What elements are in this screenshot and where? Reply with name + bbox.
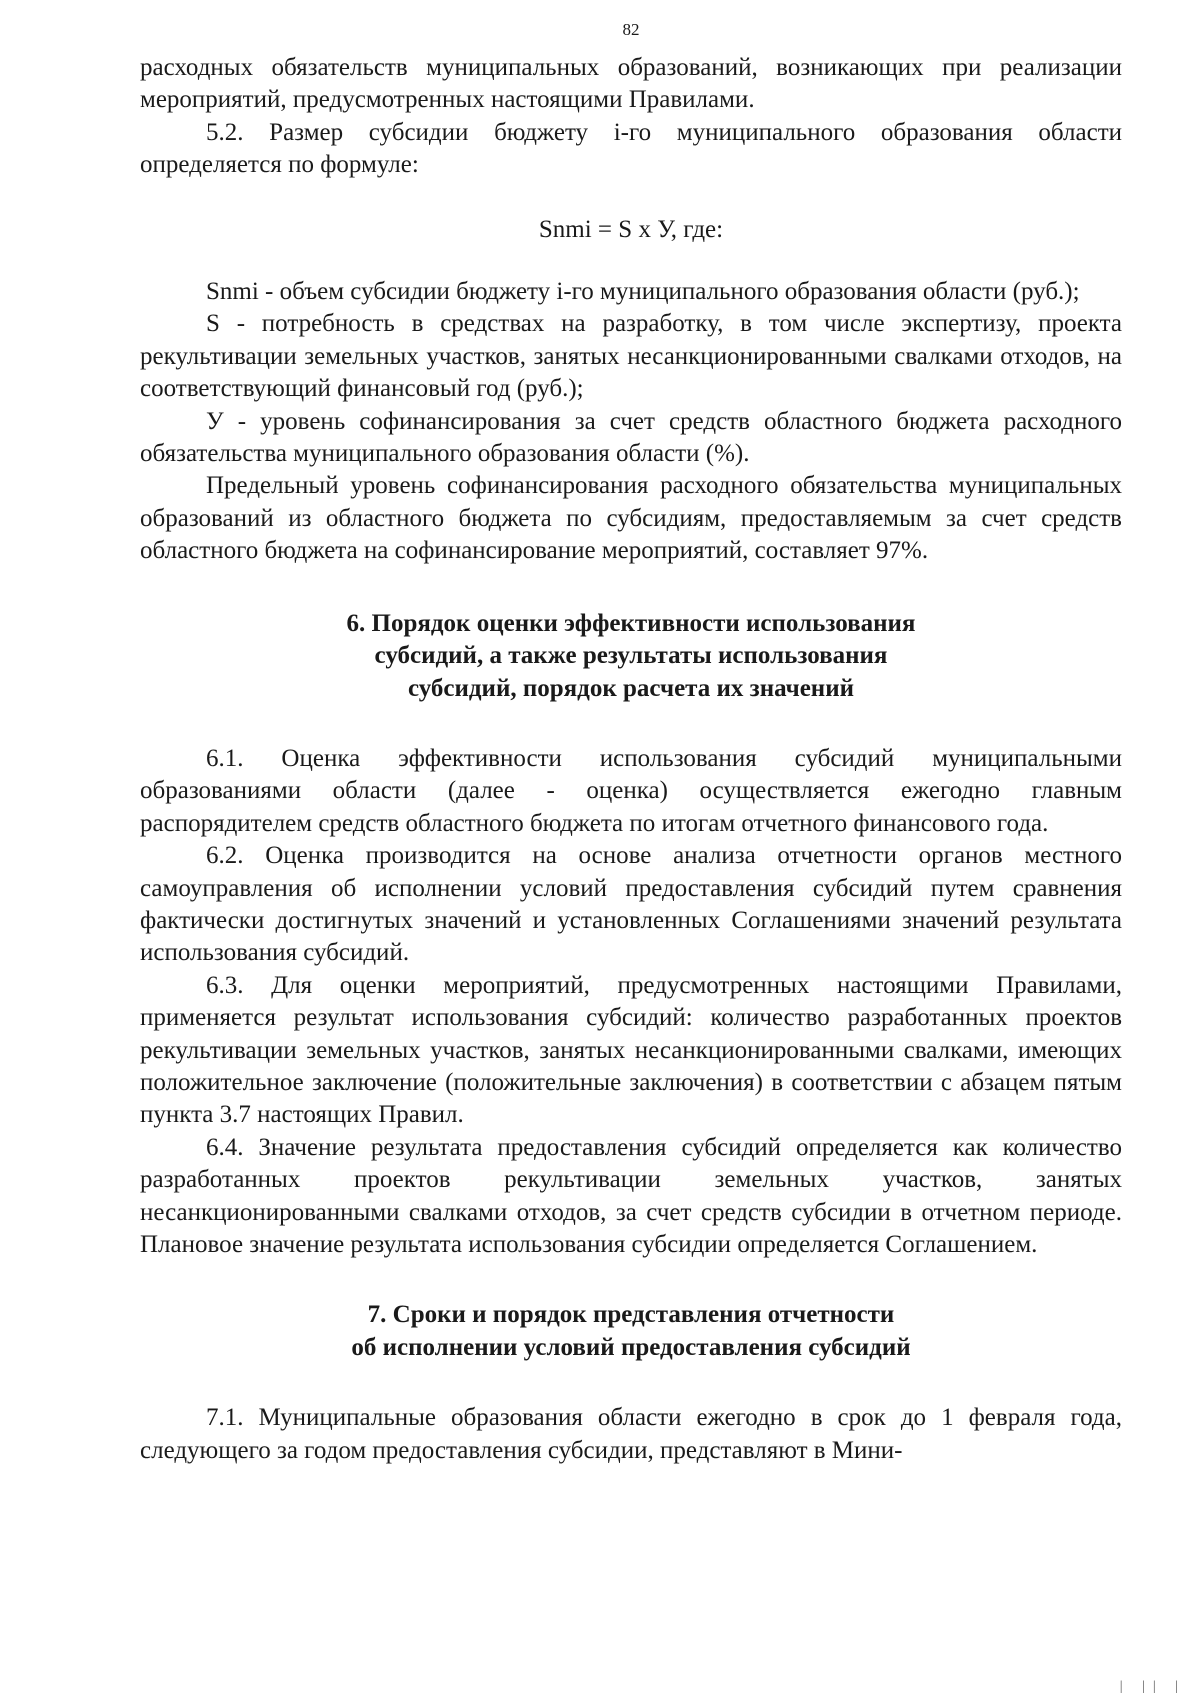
paragraph-6-4: 6.4. Значение результата предоставления субсидий определяется как количество разработанных проектов рекультивации земельных участков, занятых несанкционированными свалками отходов, за счет средств субсидии в отчетном периоде. Плановое значение результата использования субсидии определяется Соглашением. (140, 1133, 1122, 1258)
scan-edge-marks: | || | (1119, 1679, 1186, 1694)
formula: Snmi = S х У, где: (538, 215, 724, 243)
definition-snmi: Snmi - объем субсидии бюджету i-го муниципального образования области (руб.); (206, 278, 1080, 306)
page-number: 82 (622, 20, 640, 39)
definition-u: У - уровень софинансирования за счет средств областного бюджета расходного обязательства муниципального образования области (%). (140, 407, 1122, 468)
paragraph-7-1: 7.1. Муниципальные образования области ежегодно в срок до 1 февраля года, следующего за годом предоставления субсидии, представляют в Мини- (140, 1404, 1122, 1464)
section-7-heading-line-1: 7. Сроки и порядок представления отчетности (367, 1301, 895, 1329)
paragraph-6-3: 6.3. Для оценки мероприятий, предусмотренных настоящими Правилами, применяется результат использования субсидий: количество разработанных проектов рекультивации земельных участков, занятых несанкционированными свалками, имеющих положительное заключение (положительные заключения) в соответствии с абзацем пятым пункта 3.7 настоящих Правил. (140, 971, 1122, 1129)
section-6-heading-line-2: субсидий, а также результаты использования (374, 642, 888, 670)
section-7-heading-line-2: об исполнении условий предоставления субсидий (351, 1333, 911, 1361)
section-6-heading-line-3: субсидий, порядок расчета их значений (407, 674, 855, 702)
paragraph-continuation: расходных обязательств муниципальных образований, возникающих при реализации мероприятий, предусмотренных настоящими Правилами. (140, 54, 1122, 114)
paragraph-cofinancing-limit: Предельный уровень софинансирования расходного обязательства муниципальных образований из областного бюджета по субсидиям, предоставляемым за счет средств областного бюджета на софинансирование мероприятий, составляет 97%. (140, 472, 1122, 565)
section-7-heading (140, 1299, 1122, 1364)
paragraph-6-1: 6.1. Оценка эффективности использования субсидий муниципальными образованиями области (далее - оценка) осуществляется ежегодно главным распорядителем средств областного бюджета по итогам отчетного финансового года. (140, 744, 1122, 837)
paragraph-5-2: 5.2. Размер субсидии бюджету i-го муниципального образования области определяется по формуле: (140, 118, 1122, 179)
paragraph-6-2: 6.2. Оценка производится на основе анализа отчетности органов местного самоуправления об исполнении условий предоставления субсидий путем сравнения фактически достигнутых значений и установленных Соглашениями значений результата использования субсидий. (140, 842, 1122, 967)
section-6-heading (140, 608, 1122, 705)
definition-s: S - потребность в средствах на разработку, в том числе экспертизу, проекта рекультивации земельных участков, занятых несанкционированными свалками отходов, на соответствующий финансовый год (руб.); (140, 310, 1122, 403)
document-page (140, 20, 1122, 1467)
section-6-heading-line-1: 6. Порядок оценки эффективности использования (346, 609, 916, 637)
